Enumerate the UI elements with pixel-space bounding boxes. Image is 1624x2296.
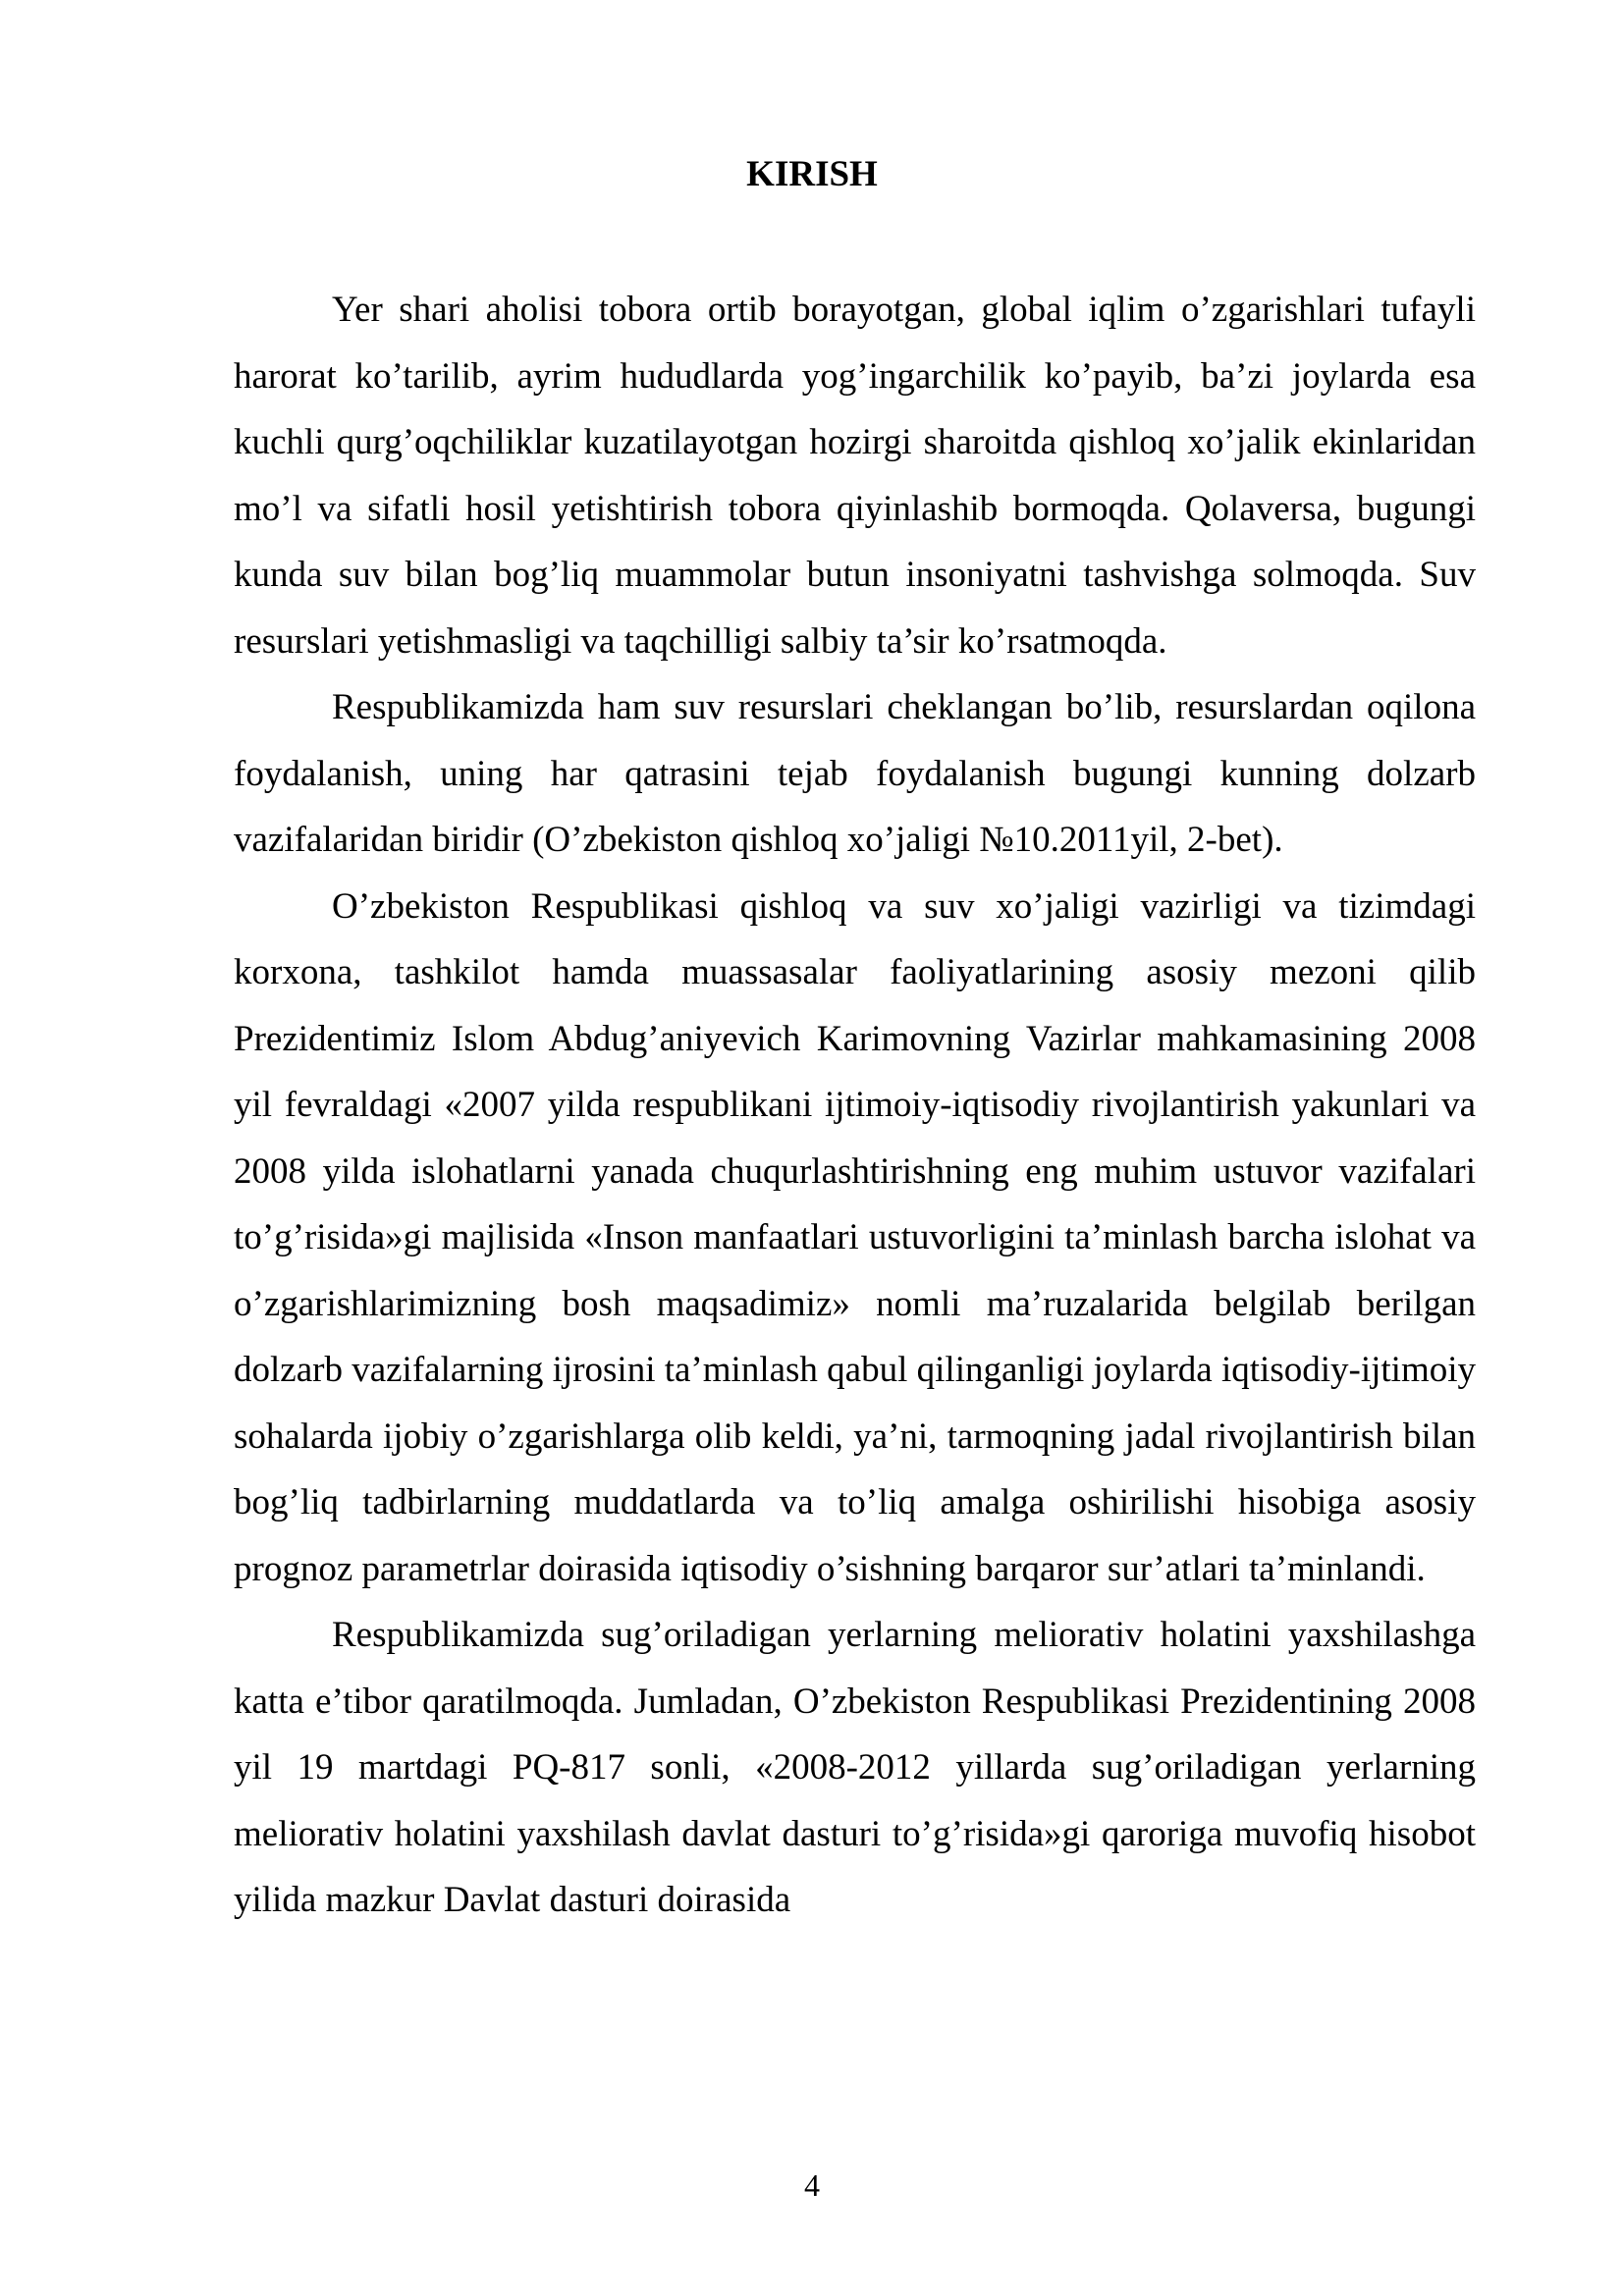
paragraph-1: Yer shari aholisi tobora ortib borayotgan, global iqlim o’zgarishlari tufayli harorat ko’tarilib, ayrim hududlarda yog’ingarchilik ko’payib, ba’zi joylarda esa kuchli qurg’oqchiliklar kuzatilayotgan hozirgi sharoitda qishloq xo’jalik ekinlaridan mo’l va sifatli hosil yetishtirish tobora qiyinlashib bormoqda. Qolaversa, bugungi kunda suv bilan bog’liq muammolar butun insoniyatni tashvishga solmoqda. Suv resurslari yetishmasligi va taqchilligi salbiy ta’sir ko’rsatmoqda. bbox=[234, 290, 1476, 662]
paragraph-2: Respublikamizda ham suv resurslari cheklangan bo’lib, resurslardan oqilona foydalanish, uning har qatrasini tejab foydalanish bugungi kunning dolzarb vazifalaridan biridir (O’zbekiston qishloq xo’jaligi №10.2011yil, 2-bet). bbox=[234, 687, 1476, 860]
page-number: 4 bbox=[804, 2167, 820, 2203]
paragraph-3: O’zbekiston Respublikasi qishloq va suv xo’jaligi vazirligi va tizimdagi korxona, tashkilot hamda muassasalar faoliyatlarining asosiy mezoni qilib Prezidentimiz Islom Abdug’aniyevich Karimovning Vazirlar mahkamasining 2008 yil fevraldagi «2007 yilda respublikani ijtimoiy-iqtisodiy rivojlantirish yakunlari va 2008 yilda islohatlarni yanada chuqurlashtirishning eng muhim ustuvor vazifalari to’g’risida»gi majlisida «Inson manfaatlari ustuvorligini ta’minlash barcha islohat va o’zgarishlarimizning bosh maqsadimiz» nomli ma’ruzalarida belgilab berilgan dolzarb vazifalarning ijrosini ta’minlash qabul qilinganligi joylarda iqtisodiy-ijtimoiy sohalarda ijobiy o’zgarishlarga olib keldi, ya’ni, tarmoqning jadal rivojlantirish bilan bog’liq tadbirlarning muddatlarda va to’liq amalga oshirilishi hisobiga asosiy prognoz parametrlar doirasida iqtisodiy o’sishning barqaror sur’atlari ta’minlandi. bbox=[234, 885, 1476, 1589]
document-body bbox=[234, 277, 1476, 1934]
section-heading: KIRISH bbox=[746, 154, 878, 194]
paragraph-4: Respublikamizda sug’oriladigan yerlarning meliorativ holatini yaxshilashga katta e’tibor qaratilmoqda. Jumladan, O’zbekiston Respublikasi Prezidentining 2008 yil 19 martdagi PQ-817 sonli, «2008-2012 yillarda sug’oriladigan yerlarning meliorativ holatini yaxshilash davlat dasturi to’g’risida»gi qaroriga muvofiq hisobot yilida mazkur Davlat dasturi doirasida bbox=[234, 1615, 1476, 1920]
